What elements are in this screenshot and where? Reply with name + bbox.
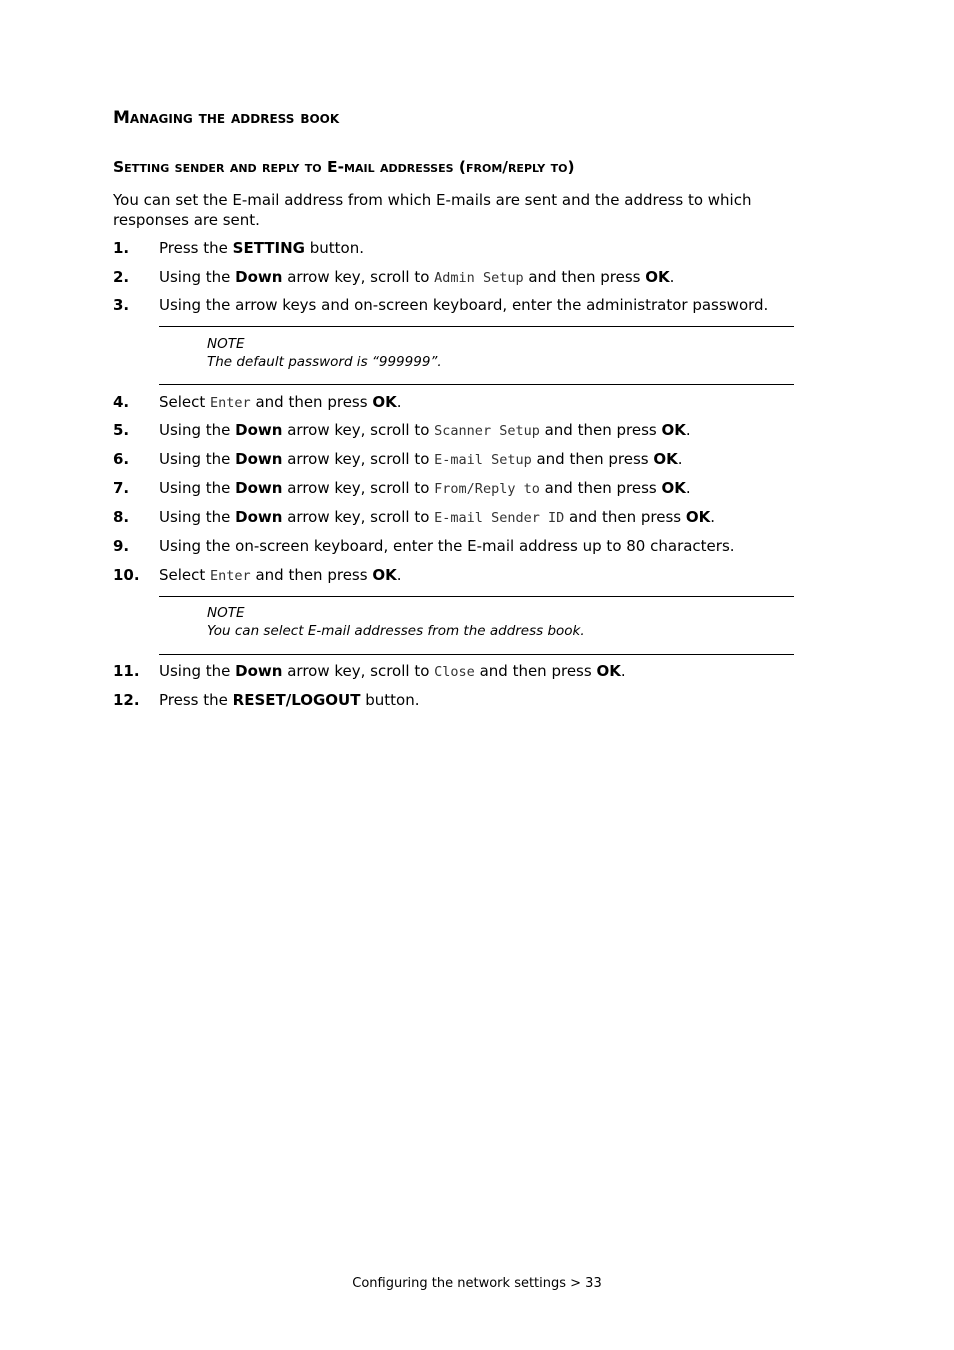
step-2: 2. Using the Down arrow key, scroll to Admin Setup and then press OK. (113, 268, 675, 286)
step-5: 5. Using the Down arrow key, scroll to Scanner Setup and then press OK. (113, 421, 691, 439)
step-9: 9. Using the on-screen keyboard, enter the E-mail address up to 80 characters. (113, 537, 735, 555)
note-box (159, 596, 794, 655)
step-12: 12. Press the RESET/LOGOUT button. (113, 691, 420, 709)
note-label: NOTE (207, 336, 245, 352)
note-label: NOTE (207, 605, 245, 621)
step-4: 4. Select Enter and then press OK. (113, 393, 402, 411)
intro-paragraph: You can set the E-mail address from which E-mails are sent and the address to which responses are sent. (113, 191, 752, 229)
step-6: 6. Using the Down arrow key, scroll to E-mail Setup and then press OK. (113, 450, 683, 468)
step-10: 10. Select Enter and then press OK. (113, 566, 402, 584)
note-box (159, 326, 794, 385)
page-footer: Configuring the network settings > 33 (352, 1276, 602, 1291)
step-11: 11. Using the Down arrow key, scroll to Close and then press OK. (113, 662, 626, 680)
subsection-heading: Setting sender and reply to E-mail addresses (from/reply to) (113, 158, 575, 176)
note-text: You can select E-mail addresses from the address book. (207, 623, 585, 639)
step-8: 8. Using the Down arrow key, scroll to E-mail Sender ID and then press OK. (113, 508, 716, 526)
section-heading: Managing the address book (113, 108, 340, 128)
step-7: 7. Using the Down arrow key, scroll to From/Reply to and then press OK. (113, 479, 691, 497)
step-3: 3. Using the arrow keys and on-screen keyboard, enter the administrator password. (113, 296, 769, 314)
step-1: 1. Press the SETTING button. (113, 239, 364, 257)
note-text: The default password is “999999”. (207, 354, 442, 370)
